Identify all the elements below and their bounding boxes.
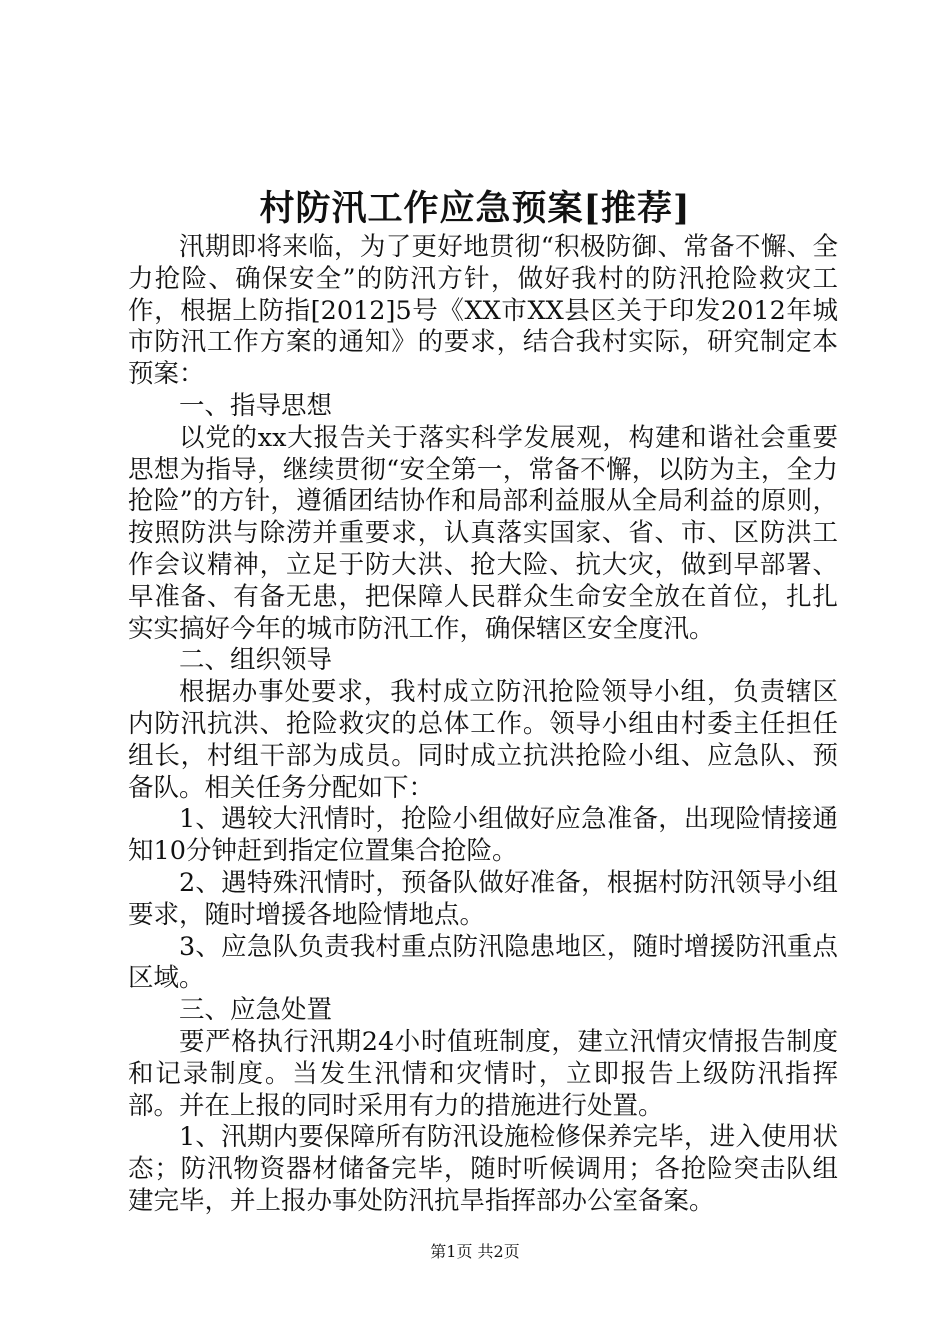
task-item-1: 1、遇较大汛情时，抢险小组做好应急准备，出现险情接通知10分钟赶到指定位置集合抢险。	[128, 804, 838, 867]
page-number-footer: 第1页 共2页	[430, 1242, 520, 1261]
section-heading-emergency-response: 三、应急处置	[179, 995, 333, 1026]
response-item-1: 1、汛期内要保障所有防汛设施检修保养完毕，进入使用状态；防汛物资器材储备完毕，随时听候调用；各抢险突击队组建完毕，并上报办事处防汛抗旱指挥部办公室备案。	[128, 1122, 838, 1216]
section-heading-organization: 二、组织领导	[179, 645, 333, 676]
emergency-response-paragraph: 要严格执行汛期24小时值班制度，建立汛情灾情报告制度和记录制度。当发生汛情和灾情时，立即报告上级防汛指挥部。并在上报的同时采用有力的措施进行处置。	[128, 1026, 838, 1121]
guiding-ideology-paragraph: 以党的xx大报告关于落实科学发展观，构建和谐社会重要思想为指导，继续贯彻“安全第一，常备不懈，以防为主，全力抢险”的方针，遵循团结协作和局部利益服从全局利益的原则，按照防洪与除涝并重要求，认真落实国家、省、市、区防洪工作会议精神，立足于防大洪、抢大险、抗大灾，做到早部署、早准备、有备无患，把保障人民群众生命安全放在首位，扎扎实实搞好今年的城市防汛工作，确保辖区安全度汛。	[128, 422, 838, 644]
organization-paragraph: 根据办事处要求，我村成立防汛抢险领导小组，负责辖区内防汛抗洪、抢险救灾的总体工作。领导小组由村委主任担任组长，村组干部为成员。同时成立抗洪抢险小组、应急队、预备队。相关任务分配如下：	[128, 677, 838, 803]
task-item-3: 3、应急队负责我村重点防汛隐患地区，随时增援防汛重点区域。	[128, 931, 838, 994]
document-body	[128, 232, 838, 1218]
task-item-2: 2、遇特殊汛情时，预备队做好准备，根据村防汛领导小组要求，随时增援各地险情地点。	[128, 867, 838, 930]
section-heading-guiding-ideology: 一、指导思想	[179, 390, 333, 421]
intro-paragraph: 汛期即将来临，为了更好地贯彻“积极防御、常备不懈、全力抢险、确保安全”的防汛方针，做好我村的防汛抢险救灾工作，根据上防指[2012]5号《XX市XX县区关于印发2012年城市防汛工作方案的通知》的要求，结合我村实际，研究制定本预案：	[128, 232, 838, 390]
document-title: 村防汛工作应急预案[推荐]	[259, 188, 691, 229]
